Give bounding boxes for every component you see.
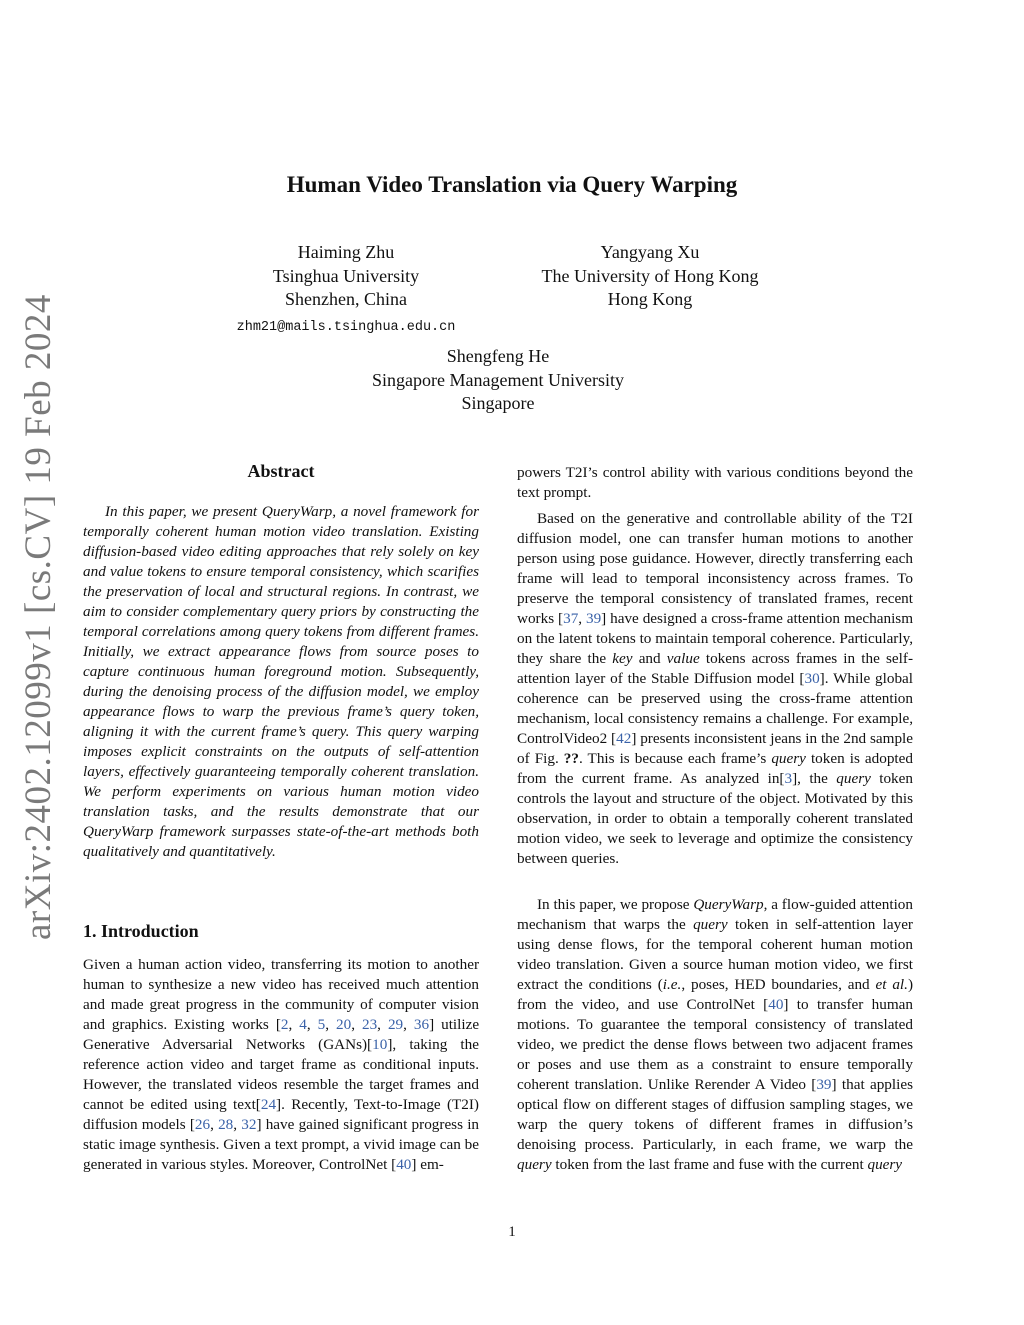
- author-email[interactable]: zhm21@mails.tsinghua.edu.cn: [236, 319, 456, 335]
- author-name: Shengfeng He: [446, 346, 550, 366]
- citation-link[interactable]: 42: [616, 730, 632, 747]
- citation-link[interactable]: 36: [413, 1016, 430, 1033]
- citation-link[interactable]: 28: [218, 1116, 234, 1133]
- citation-link[interactable]: 30: [804, 670, 820, 687]
- citation-link[interactable]: 3: [784, 770, 793, 787]
- author-name: Haiming Zhu: [297, 242, 395, 262]
- arxiv-stamp: arXiv:2402.12099v1 [cs.CV] 19 Feb 2024: [18, 294, 59, 940]
- author-block-2: [520, 241, 780, 312]
- citation-link[interactable]: 39: [585, 610, 602, 627]
- citation-link[interactable]: 32: [241, 1116, 257, 1133]
- author-location: Singapore: [461, 393, 535, 413]
- page-number: 1: [508, 1224, 516, 1240]
- abstract-text: In this paper, we present QueryWarp, a novel framework for temporally coherent human motion video translation. Existing diffusion-based video editing approaches that rely solely on key and value tokens to ensure temporal consistency, which scarifies the preservation of local and structural regions. In contrast, we aim to consider complementary query priors by constructing the temporal correlations among query tokens from different frames. Initially, we extract appearance flows from source poses to capture continuous human foreground motion. Subsequently, during the denoising process of the diffusion model, we employ appearance flows to warp the previous frame’s query token, aligning it with the current frame’s query. This query warping imposes explicit constraints on the outputs of self-attention layers, effectively guaranteeing temporally coherent translation. We perform experiments on various human motion video translation tasks, and the results demonstrate that our QueryWarp framework surpasses state-of-the-art methods both qualitatively and quantitatively.: [83, 503, 479, 860]
- intro-paragraph-2: Based on the generative and controllable ability of the T2I diffusion model, one can transfer human motions to another person using pose guidance. However, directly transferring each frame will lead to temporal inconsistency across frames. To preserve the temporal consistency of translated frames, recent works [37, 39] have designed a cross-frame attention mechanism on the latent tokens to maintain temporal coherence. Particularly, they share the key and value tokens across frames in the self-attention layer of the Stable Diffusion model [30]. While global coherence can be preserved using the cross-frame attention mechanism, local consistency remains a challenge. For example, ControlVideo2 [42] presents inconsistent jeans in the 2nd sample of Fig. ??. This is because each frame’s query token is adopted from the current frame. As analyzed in[3], the query token controls the layout and structure of the object. Motivated by this observation, in order to obtain a temporally coherent translated motion video, we seek to leverage and optimize the consistency between queries.: [517, 510, 914, 867]
- citation-link[interactable]: 40: [396, 1156, 412, 1173]
- intro-paragraph-1: Given a human action video, transferring its motion to another human to synthesize a new video has received much attention and made great progress in the community of computer vision and graphics. Existing works [2, 4, 5, 20, 23, 29, 36] utilize Generative Adversarial Networks (GANs)[10], taking the reference action video and target frame as conditional inputs. However, the translated videos resemble the target frames and cannot be edited using text[24]. Recently, Text-to-Image (T2I) diffusion models [26, 28, 32] have gained significant progress in static image synthesis. Given a text prompt, a vivid image can be generated in various styles. Moreover, ControlNet [40] em-: [83, 956, 480, 1173]
- intro-paragraph-3: In this paper, we propose QueryWarp, a flow-guided attention mechanism that warps the query token in self-attention layer using dense flows, for the temporal coherent human motion video translation. Given a source human motion video, we first extract the conditions (i.e., poses, HED boundaries, and et al.) from the video, and use ControlNet [40] to transfer human motions. To guarantee the temporal consistency of translated video, we predict the dense flows between two adjacent frames or poses and use them as a constraint to ensure temporally coherent translation. Unlike Rerender A Video [39] that applies optical flow on different stages of diffusion sampling stages, we warp the query tokens of different frames in diffusion’s denoising process. Particularly, in each frame, we warp the query token from the last frame and fuse with the current query: [517, 896, 914, 1173]
- figure-reference[interactable]: ??: [563, 750, 579, 767]
- author-name: Yangyang Xu: [600, 242, 700, 262]
- citation-link[interactable]: 5: [317, 1016, 326, 1033]
- citation-link[interactable]: 10: [372, 1036, 388, 1053]
- author-affiliation: Singapore Management University: [372, 369, 624, 390]
- citation-link[interactable]: 4: [299, 1016, 307, 1033]
- introduction-heading: 1. Introduction: [83, 921, 199, 941]
- citation-link[interactable]: 29: [387, 1016, 404, 1033]
- intro-paragraph-1-continued: powers T2I’s control ability with various conditions beyond the text prompt.: [517, 464, 913, 501]
- author-location: Hong Kong: [607, 289, 693, 309]
- author-affiliation: Tsinghua University: [272, 265, 420, 286]
- paper-title: Human Video Translation via Query Warping: [286, 172, 738, 197]
- citation-link[interactable]: 40: [768, 996, 784, 1013]
- author-affiliation: The University of Hong Kong: [541, 265, 759, 286]
- author-location: Shenzhen, China: [285, 289, 407, 309]
- citation-link[interactable]: 26: [194, 1116, 211, 1133]
- citation-link[interactable]: 23: [361, 1016, 378, 1033]
- author-block-3: [300, 345, 696, 416]
- author-block-1: [226, 241, 466, 339]
- citation-link[interactable]: 24: [260, 1096, 277, 1113]
- citation-link[interactable]: 39: [816, 1076, 832, 1093]
- citation-link[interactable]: 2: [280, 1016, 289, 1033]
- citation-link[interactable]: 20: [336, 1016, 352, 1033]
- abstract-heading: Abstract: [247, 461, 315, 481]
- citation-link[interactable]: 37: [563, 610, 579, 627]
